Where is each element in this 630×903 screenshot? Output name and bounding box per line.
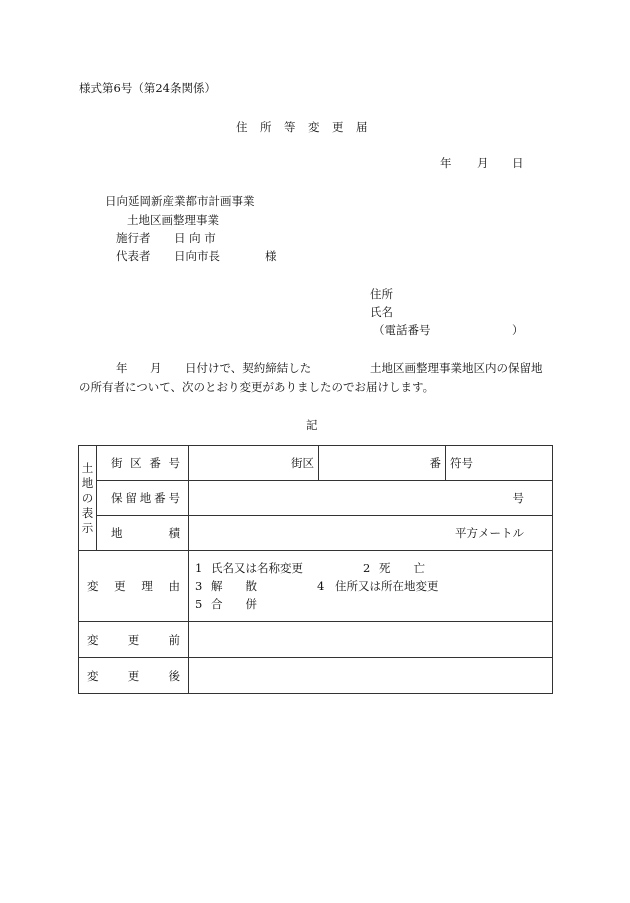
reason-option-2-number[interactable]: 2: [363, 561, 371, 575]
table-row-before: [79, 622, 553, 658]
block-number-label-char: 号: [168, 456, 180, 470]
before-field[interactable]: [189, 622, 553, 658]
reason-option-3-number[interactable]: 3: [195, 579, 203, 593]
after-label: [79, 668, 188, 684]
area-label: [97, 525, 188, 541]
body-line2: の所有者について、次のとおり変更がありましたのでお届けします。: [79, 380, 435, 394]
reason-option-5-merger[interactable]: 合 併: [211, 597, 257, 611]
reason-label-char: 由: [168, 579, 180, 593]
area-field[interactable]: [189, 516, 553, 551]
addressee-project: 日向延岡新産業都市計画事業: [105, 194, 255, 208]
change-form-table: [78, 445, 553, 694]
before-label-char: 前: [168, 632, 180, 647]
reason-label-char: 変: [87, 579, 99, 593]
before-label-char: 変: [87, 632, 99, 647]
lot-number-field[interactable]: [319, 446, 446, 481]
land-display-header-char: 示: [81, 520, 94, 535]
code-field[interactable]: [446, 446, 553, 481]
reason-options: [189, 551, 553, 622]
body-area: 土地区画整理事業地区内の保留地: [370, 361, 543, 375]
code-label: 符号: [450, 456, 473, 470]
before-label-char: 更: [127, 632, 140, 647]
before-label-cell: [79, 622, 189, 658]
reserved-land-label-char: 地: [139, 491, 152, 505]
land-display-header-char: 土: [81, 460, 94, 475]
date-year: 年: [440, 156, 452, 170]
reason-label: [79, 578, 188, 594]
reason-option-2-death[interactable]: 死 亡: [379, 561, 425, 575]
body-date-contract: 日付けで、契約締結した: [185, 361, 312, 375]
area-label-cell: [97, 516, 189, 551]
after-field[interactable]: [189, 658, 553, 694]
reserved-land-label-char: 号: [168, 491, 180, 505]
reserved-land-field[interactable]: [189, 481, 553, 516]
reserved-land-label-char: 番: [154, 491, 166, 505]
honorific: 様: [265, 249, 277, 263]
land-display-header-char: 地: [81, 475, 94, 490]
block-number-label-char: 番: [149, 456, 161, 470]
block-number-field[interactable]: [189, 446, 319, 481]
date-month: 月: [477, 156, 489, 170]
date-day: 日: [512, 156, 524, 170]
block-number-label: [97, 455, 188, 471]
addressee-subproject: 土地区画整理事業: [127, 213, 219, 227]
table-row-reserved-land: [79, 481, 553, 516]
body-year: 年: [116, 361, 128, 375]
land-display-header-char: の: [81, 490, 94, 505]
reserved-land-label-char: 保: [111, 491, 123, 505]
reason-option-5-number[interactable]: 5: [195, 597, 203, 611]
applicant-name-label: 氏名: [370, 305, 393, 319]
reason-line-2: [195, 577, 552, 595]
form-number: 様式第6号（第24条関係）: [79, 81, 216, 95]
applicant-address-label: 住所: [370, 287, 393, 301]
ki-mark: 記: [306, 418, 318, 432]
body-month: 月: [150, 361, 162, 375]
block-number-label-cell: [97, 446, 189, 481]
representative-label: 代表者: [116, 249, 151, 263]
area-label-char: 地: [111, 526, 123, 540]
table-row-after: [79, 658, 553, 694]
reserved-land-label-cell: [97, 481, 189, 516]
block-number-label-char: 街: [111, 456, 123, 470]
area-label-char: 積: [168, 526, 180, 540]
after-label-cell: [79, 658, 189, 694]
reserved-land-unit: 号: [512, 491, 524, 505]
after-label-char: 変: [87, 668, 99, 683]
block-number-label-char: 区: [130, 456, 142, 470]
reserved-land-label-char: 留: [125, 491, 137, 505]
reason-line-3: [195, 595, 552, 613]
reason-option-3-dissolution[interactable]: 解 散: [211, 579, 257, 593]
land-display-header-text: [79, 461, 96, 536]
executor-value: 日 向 市: [174, 231, 216, 245]
reason-option-1-name-change[interactable]: 氏名又は名称変更: [211, 561, 303, 575]
reason-option-1-number[interactable]: 1: [195, 561, 203, 575]
executor-label: 施行者: [116, 231, 151, 245]
block-unit: 街区: [291, 456, 314, 470]
applicant-phone-open: （電話番号: [373, 323, 431, 337]
table-row-area: [79, 516, 553, 551]
representative-value: 日向市長: [174, 249, 220, 263]
reason-line-1: [195, 559, 552, 577]
reason-label-char: 理: [141, 579, 153, 593]
land-display-header-char: 表: [81, 505, 94, 520]
table-row-reason: [79, 551, 553, 622]
after-label-char: 後: [168, 668, 180, 683]
reason-label-cell: [79, 551, 189, 622]
land-display-header: [79, 446, 97, 551]
number-unit: 番: [429, 456, 441, 470]
document-title: 住 所 等 変 更 届: [236, 120, 368, 134]
after-label-char: 更: [127, 668, 140, 683]
reason-label-char: 更: [114, 579, 126, 593]
area-unit: 平方メートル: [455, 526, 524, 540]
reason-option-4-number[interactable]: 4: [317, 579, 325, 593]
before-label: [79, 632, 188, 648]
reserved-land-label: [97, 490, 188, 506]
applicant-phone-close: ）: [512, 323, 524, 337]
reason-option-4-address-change[interactable]: 住所又は所在地変更: [335, 579, 439, 593]
table-row-block-number: [79, 446, 553, 481]
